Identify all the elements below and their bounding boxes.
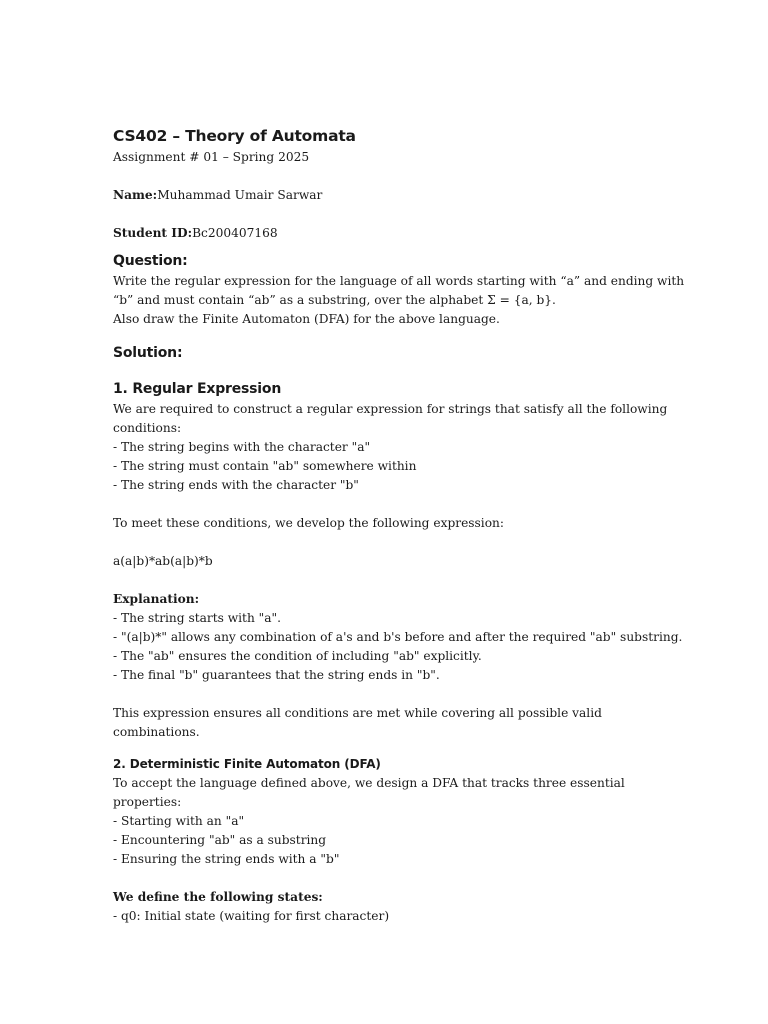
regex-intro-line: conditions: xyxy=(113,421,182,435)
explanation-item: - The "ab" ensures the condition of including "ab" explicitly. xyxy=(113,649,482,663)
state-item: - q0: Initial state (waiting for first character) xyxy=(113,909,390,923)
explanation-heading: Explanation: xyxy=(113,592,200,606)
student-id-line xyxy=(113,224,673,243)
regex-condition: - The string must contain "ab" somewhere within xyxy=(113,459,417,473)
dfa-property: - Starting with an "a" xyxy=(113,814,245,828)
student-name-line xyxy=(113,186,673,205)
student-id-value: Bc200407168 xyxy=(192,226,278,240)
regex-intro-line: We are required to construct a regular expression for strings that satisfy all the following xyxy=(113,402,668,416)
question-line: Also draw the Finite Automaton (DFA) for the above language. xyxy=(113,312,500,326)
document-page xyxy=(113,124,685,926)
assignment-line: Assignment # 01 – Spring 2025 xyxy=(113,150,310,164)
regex-develop-line: To meet these conditions, we develop the following expression: xyxy=(113,516,504,530)
name-label: Name: xyxy=(113,188,158,202)
name-value: Muhammad Umair Sarwar xyxy=(157,188,323,202)
question-line: Write the regular expression for the language of all words starting with “a” and ending with xyxy=(113,274,685,288)
question-heading: Question: xyxy=(113,253,188,269)
regex-condition: - The string ends with the character "b" xyxy=(113,478,359,492)
dfa-property: - Encountering "ab" as a substring xyxy=(113,833,327,847)
regex-section-heading: 1. Regular Expression xyxy=(113,381,282,397)
student-id-label: Student ID: xyxy=(113,226,193,240)
solution-heading: Solution: xyxy=(113,345,183,361)
explanation-item: - "(a|b)*" allows any combination of a's and b's before and after the required "ab" substring. xyxy=(113,630,683,644)
explanation-item: - The final "b" guarantees that the string ends in "b". xyxy=(113,668,440,682)
explanation-item: - The string starts with "a". xyxy=(113,611,282,625)
conclusion-line: combinations. xyxy=(113,725,200,739)
conclusion-line: This expression ensures all conditions are met while covering all possible valid xyxy=(113,706,602,720)
dfa-intro-line: properties: xyxy=(113,795,182,809)
regex-condition: - The string begins with the character "a" xyxy=(113,440,371,454)
dfa-property: - Ensuring the string ends with a "b" xyxy=(113,852,340,866)
question-line: “b” and must contain “ab” as a substring, over the alphabet Σ = {a, b}. xyxy=(113,293,556,307)
regular-expression: a(a|b)*ab(a|b)*b xyxy=(113,554,213,568)
dfa-section-heading: 2. Deterministic Finite Automaton (DFA) xyxy=(113,757,381,771)
document-title: CS402 – Theory of Automata xyxy=(113,127,356,145)
states-heading: We define the following states: xyxy=(113,890,323,904)
dfa-intro-line: To accept the language defined above, we design a DFA that tracks three essential xyxy=(113,776,625,790)
